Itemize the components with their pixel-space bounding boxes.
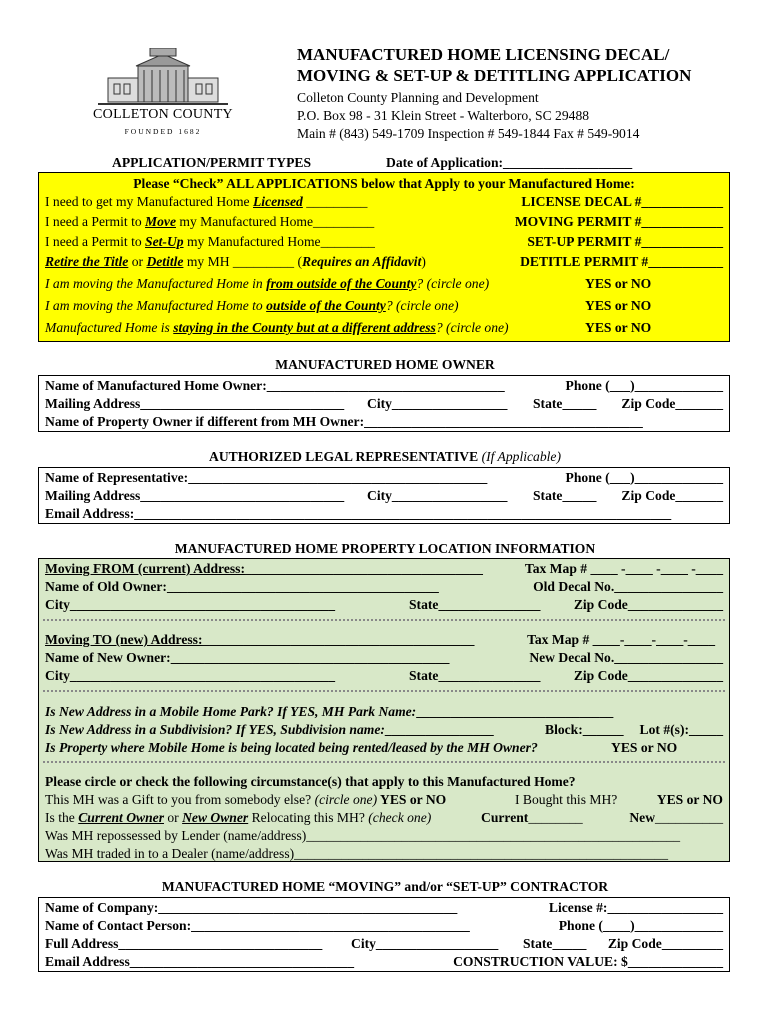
new-owner-check[interactable]: New__________ — [629, 810, 723, 825]
to-zip-field[interactable]: Zip Code______________ — [573, 668, 723, 683]
owner-section-title: MANUFACTURED HOME OWNER — [275, 357, 495, 372]
moving-from-row[interactable]: Moving FROM (current) Address:___________________________________ Tax Map # ____ -____ -____ -____ — [45, 561, 723, 576]
dotted-separator — [43, 690, 725, 694]
rep-email-row[interactable]: Email Address:_______________________________________________________________________________ — [45, 506, 672, 521]
colleton-county-logo — [88, 48, 238, 136]
circumstance-heading: Please circle or check the following circumstance(s) that apply to this Manufactured Home? — [45, 774, 576, 789]
contact-row[interactable]: Name of Contact Person:_________________________________________ Phone (____)_____________ — [45, 918, 723, 933]
owner-box — [38, 375, 730, 432]
owner-zip-field[interactable]: Zip Code_______ — [621, 396, 723, 411]
gift-row[interactable]: This MH was a Gift to you from somebody else? (circle one) YES or NO I Bought this MH? YES or NO — [45, 792, 723, 807]
date-of-application-field[interactable]: Date of Application:___________________ — [386, 155, 633, 170]
staying-yes-no[interactable]: YES or NO — [585, 320, 652, 335]
from-city-row[interactable] — [39, 596, 729, 614]
to-outside-county-row[interactable]: I am moving the Manufactured Home to outside of the County? (circle one) YES or NO — [45, 298, 652, 313]
rep-mailing-field[interactable]: Mailing Address______________________________ — [45, 488, 345, 503]
owner-mailing-field[interactable]: Mailing Address______________________________ — [45, 396, 345, 411]
lot-field[interactable]: Lot #(s):_____ — [639, 722, 723, 737]
bought-question: I Bought this MH? — [515, 792, 618, 807]
to-city-row[interactable] — [39, 667, 729, 685]
courthouse-icon — [88, 48, 238, 106]
permit-types-heading: APPLICATION/PERMIT TYPES — [112, 155, 312, 170]
dotted-separator — [43, 619, 725, 623]
rented-yes-no[interactable]: YES or NO — [611, 740, 678, 755]
rep-box — [38, 467, 730, 524]
license-decal-field[interactable]: LICENSE DECAL #____________ — [521, 194, 723, 209]
location-box — [38, 558, 730, 862]
from-outside-yes-no[interactable]: YES or NO — [585, 276, 652, 291]
rep-city-field[interactable]: City_________________ — [367, 488, 508, 503]
company-row[interactable]: Name of Company:____________________________________________ License #:_________________ — [45, 900, 723, 915]
from-zip-field[interactable]: Zip Code______________ — [573, 597, 723, 612]
dotted-separator — [43, 761, 725, 765]
to-state-field[interactable]: State_______________ — [409, 668, 541, 683]
owner-phone-field[interactable]: Phone (___)_____________ — [565, 378, 723, 393]
form-title-line1: MANUFACTURED HOME LICENSING DECAL/ — [297, 45, 670, 64]
contractor-state-field[interactable]: State_____ — [523, 936, 587, 951]
permit-types-box — [38, 172, 730, 342]
rep-zip-field[interactable]: Zip Code_______ — [621, 488, 723, 503]
staying-in-county-row[interactable]: Manufactured Home is staying in the County but at a different address? (circle one) YES or NO — [45, 320, 652, 335]
form-title-line2: MOVING & SET-UP & DETITLING APPLICATION — [297, 66, 692, 85]
from-city-field[interactable]: City_______________________________________ — [45, 597, 335, 612]
owner-mailing-row[interactable] — [39, 395, 729, 413]
from-tax-map-field[interactable]: Tax Map # ____ -____ -____ -____ — [524, 561, 723, 576]
license-number-field[interactable]: License #:_________________ — [548, 900, 723, 915]
to-outside-yes-no[interactable]: YES or NO — [585, 298, 652, 313]
contractor-email-field[interactable]: Email Address_________________________________ — [45, 954, 355, 969]
owner-city-field[interactable]: City_________________ — [367, 396, 508, 411]
current-owner-check[interactable]: Current________ — [481, 810, 583, 825]
old-decal-field[interactable]: Old Decal No.________________ — [533, 579, 723, 594]
construction-value-field[interactable]: CONSTRUCTION VALUE: $______________ — [453, 954, 723, 969]
new-owner-row[interactable]: Name of New Owner:_________________________________________ New Decal No.________________ — [45, 650, 723, 665]
from-state-field[interactable]: State_______________ — [409, 597, 541, 612]
rep-state-field[interactable]: State_____ — [533, 488, 597, 503]
block-field[interactable]: Block:______ — [545, 722, 624, 737]
detitle-permit-field[interactable]: DETITLE PERMIT #___________ — [520, 254, 723, 269]
moving-to-row[interactable]: Moving TO (new) Address:________________________________________ Tax Map # ____-____-____-____ — [45, 632, 715, 647]
old-owner-row[interactable]: Name of Old Owner:________________________________________ Old Decal No.________________ — [45, 579, 723, 594]
traded-row[interactable]: Was MH traded in to a Dealer (name/address)_______________________________________________________ — [45, 846, 668, 861]
logo-county-name: COLLETON COUNTY — [93, 107, 233, 122]
department-phones: Main # (843) 549-1709 Inspection # 549-1844 Fax # 549-9014 — [297, 126, 640, 141]
owner-name-row[interactable]: Name of Manufactured Home Owner:___________________________________ Phone (___)_____________ — [45, 378, 723, 393]
rep-name-row[interactable]: Name of Representative:____________________________________________ Phone (___)_____________ — [45, 470, 723, 485]
rep-phone-field[interactable]: Phone (___)_____________ — [565, 470, 723, 485]
bought-yes-no[interactable]: YES or NO — [656, 792, 723, 807]
rented-row[interactable]: Is Property where Mobile Home is being located being rented/leased by the MH Owner? YES or NO — [45, 740, 678, 755]
moving-permit-field[interactable]: MOVING PERMIT #____________ — [514, 214, 723, 229]
park-row[interactable]: Is New Address in a Mobile Home Park? If YES, MH Park Name:_____________________________ — [45, 704, 614, 719]
license-row[interactable]: I need to get my Manufactured Home Licensed _________ LICENSE DECAL #____________ — [45, 194, 723, 209]
contractor-box — [38, 897, 730, 972]
relocating-row[interactable]: Is the Current Owner or New Owner Relocating this MH? (check one) Current________ New__________ — [45, 810, 723, 825]
contractor-address-row[interactable] — [39, 935, 729, 953]
property-owner-row[interactable]: Name of Property Owner if different from MH Owner:_________________________________________ — [45, 414, 643, 429]
from-outside-county-row[interactable]: I am moving the Manufactured Home in from outside of the County? (circle one) YES or NO — [45, 276, 652, 291]
setup-permit-row[interactable]: I need a Permit to Set-Up my Manufactured Home________ SET-UP PERMIT #____________ — [45, 234, 723, 249]
contractor-zip-field[interactable]: Zip Code_________ — [607, 936, 723, 951]
to-tax-map-field[interactable]: Tax Map # ____-____-____-____ — [527, 632, 715, 647]
contractor-phone-field[interactable]: Phone (____)_____________ — [558, 918, 723, 933]
owner-state-field[interactable]: State_____ — [533, 396, 597, 411]
contractor-email-row[interactable] — [39, 953, 729, 971]
location-section-title: MANUFACTURED HOME PROPERTY LOCATION INFORMATION — [174, 541, 596, 556]
department-address: P.O. Box 98 - 31 Klein Street - Walterboro, SC 29488 — [297, 108, 590, 123]
repossessed-row[interactable]: Was MH repossessed by Lender (name/address)_______________________________________________________ — [45, 828, 681, 843]
detitle-row[interactable]: Retire the Title or Detitle my MH _________ (Requires an Affidavit) DETITLE PERMIT #___________ — [45, 254, 723, 269]
logo-founded: FOUNDED 1682 — [124, 127, 202, 136]
new-decal-field[interactable]: New Decal No.________________ — [529, 650, 723, 665]
subdivision-row[interactable]: Is New Address in a Subdivision? If YES, Subdivision name:________________ Block:______ Lot #(s):_____ — [45, 722, 723, 737]
contractor-section-title: MANUFACTURED HOME “MOVING” and/or “SET-UP” CONTRACTOR — [161, 879, 609, 894]
contractor-city-field[interactable]: City__________________ — [351, 936, 499, 951]
check-heading: Please “Check” ALL APPLICATIONS below that Apply to your Manufactured Home: — [133, 176, 635, 191]
contractor-address-field[interactable]: Full Address______________________________ — [45, 936, 323, 951]
form-header — [297, 44, 757, 143]
department-name: Colleton County Planning and Development — [297, 90, 539, 105]
moving-permit-row[interactable]: I need a Permit to Move my Manufactured Home_________ MOVING PERMIT #____________ — [45, 214, 723, 229]
setup-permit-field[interactable]: SET-UP PERMIT #____________ — [527, 234, 723, 249]
rep-mailing-row[interactable] — [39, 487, 729, 505]
to-city-field[interactable]: City_______________________________________ — [45, 668, 335, 683]
rep-section-title: AUTHORIZED LEGAL REPRESENTATIVE (If Applicable) — [209, 449, 561, 464]
